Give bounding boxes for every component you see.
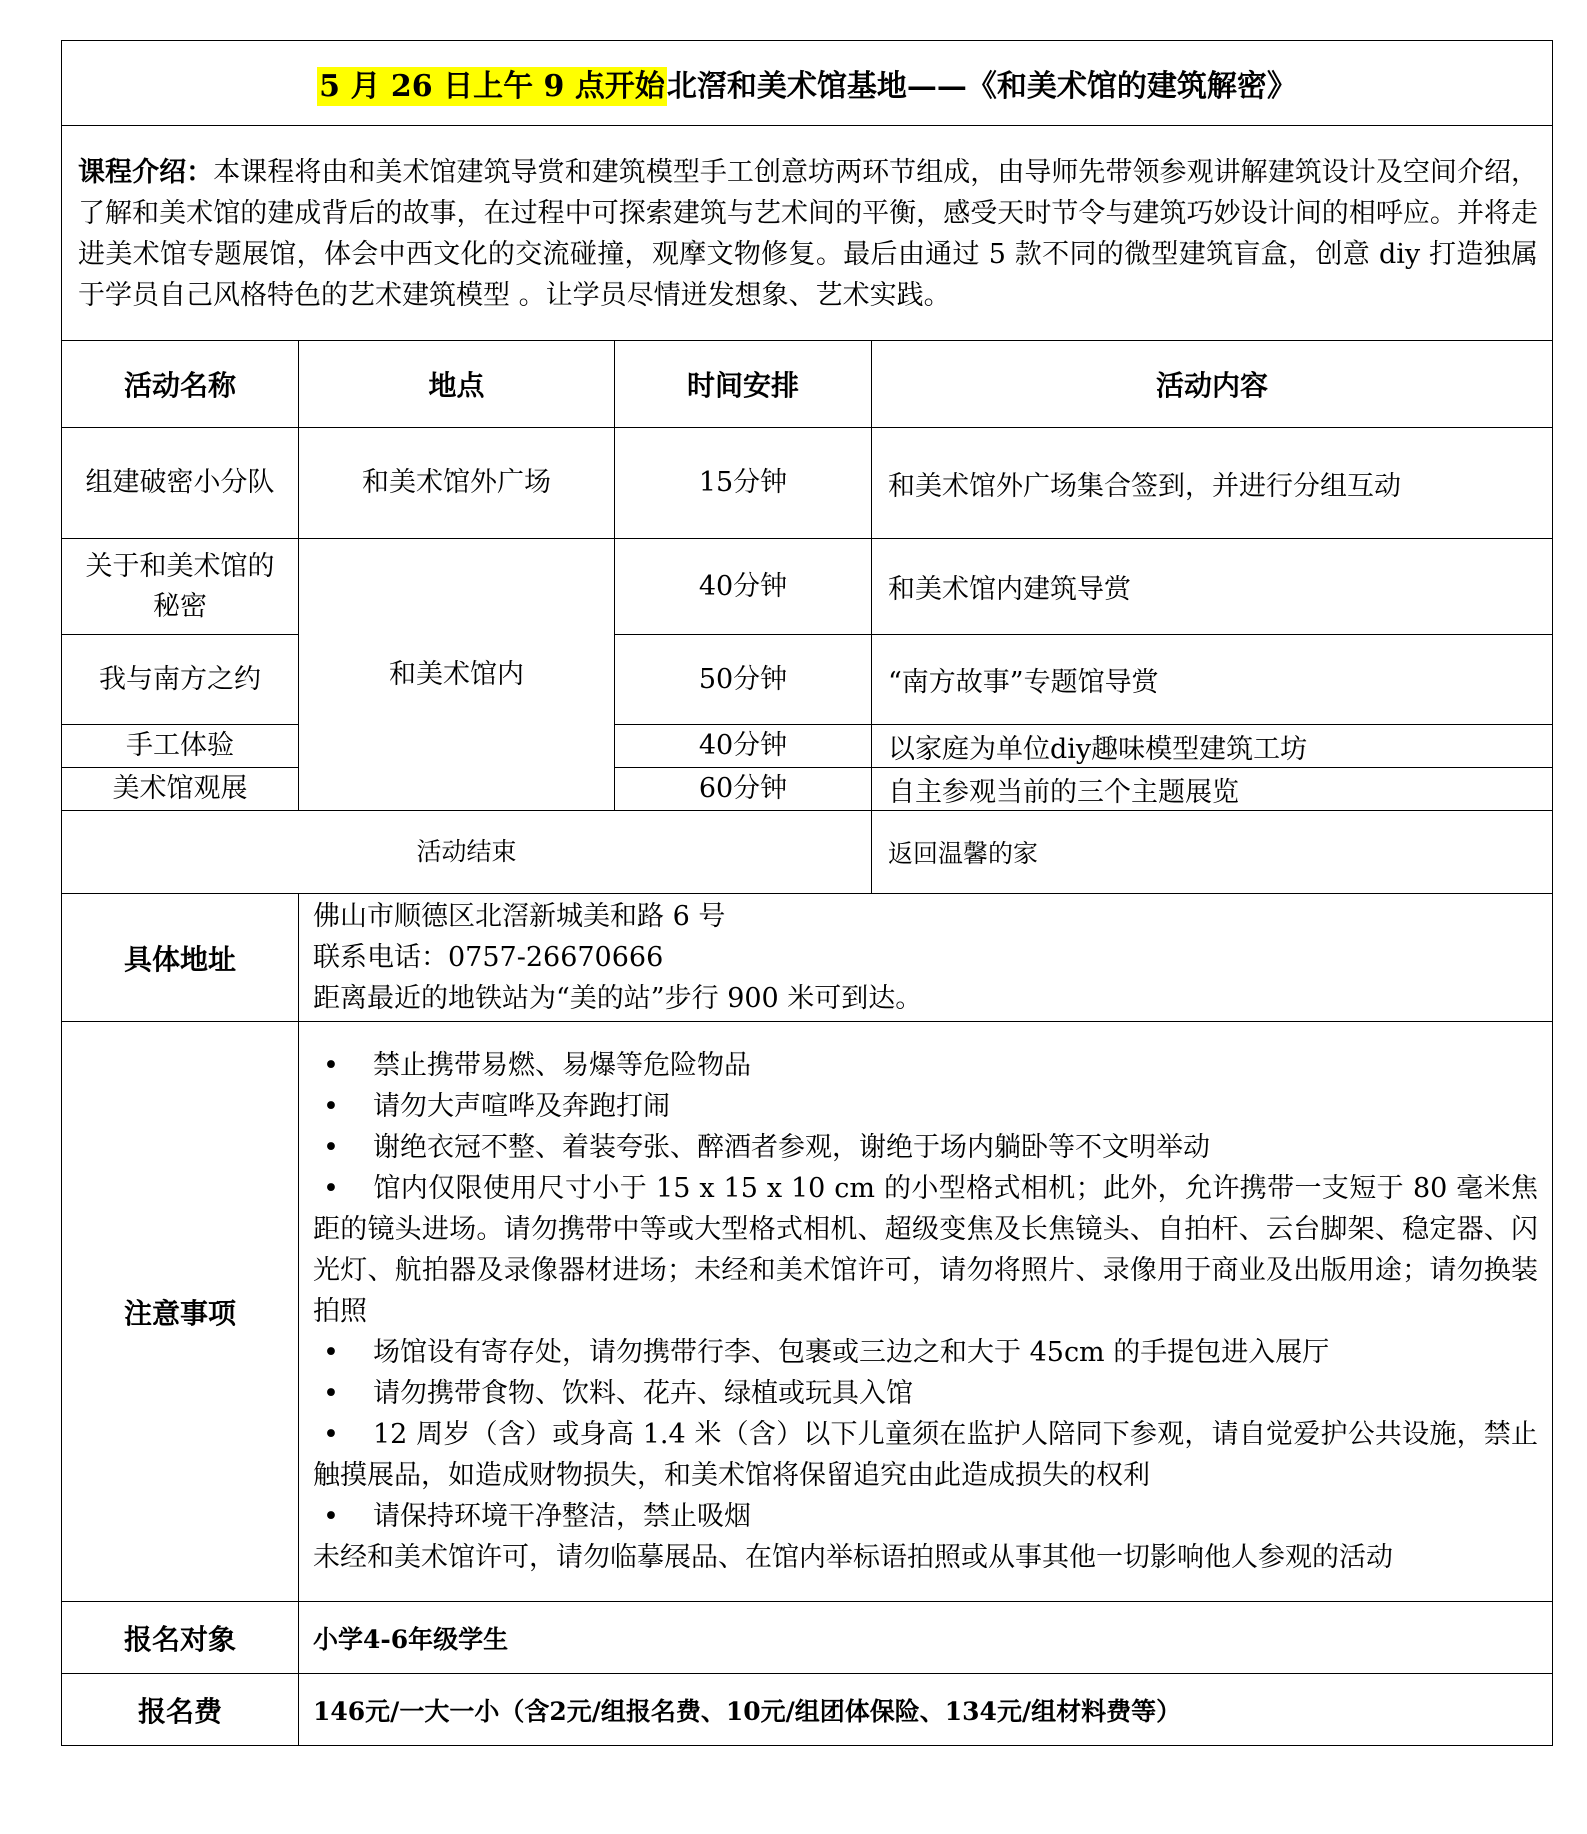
end-row xyxy=(62,811,1553,894)
target-label: 报名对象 xyxy=(62,1602,299,1674)
activity-time: 15分钟 xyxy=(615,428,872,539)
list-item: • 请勿大声喧哗及奔跑打闹 xyxy=(313,1086,1538,1127)
list-item: • 12 周岁（含）或身高 1.4 米（含）以下儿童须在监护人陪同下参观，请自觉爱护公共设施，禁止触摸展品，如造成财物损失，和美术馆将保留追究由此造成损失的权利 xyxy=(313,1414,1538,1496)
list-item: • 请勿携带食物、饮料、花卉、绿植或玩具入馆 xyxy=(313,1373,1538,1414)
fee-label: 报名费 xyxy=(62,1674,299,1746)
activity-content: “南方故事”专题馆导赏 xyxy=(872,635,1553,725)
bullet-dot: • xyxy=(323,1173,339,1204)
list-item: • 禁止携带易燃、易爆等危险物品 xyxy=(313,1045,1538,1086)
activity-name: 组建破密小分队 xyxy=(62,428,299,539)
activity-time: 50分钟 xyxy=(615,635,872,725)
header-place: 地点 xyxy=(299,341,615,428)
table-row xyxy=(62,725,1553,768)
bullet-dot: • xyxy=(323,1378,339,1409)
address-row xyxy=(62,894,1553,1022)
address-label: 具体地址 xyxy=(62,894,299,1022)
activity-name: 美术馆观展 xyxy=(62,768,299,811)
target-value: 小学4-6年级学生 xyxy=(299,1602,1553,1674)
bullet-dot: • xyxy=(323,1501,339,1532)
notes-cell xyxy=(299,1022,1553,1602)
intro-label: 课程介绍： xyxy=(78,157,214,188)
bullet-dot: • xyxy=(323,1419,339,1450)
activity-table xyxy=(61,40,1553,1746)
table-row xyxy=(62,768,1553,811)
phone-line: 联系电话：0757-26670666 xyxy=(313,942,664,973)
metro-line: 距离最近的地铁站为“美的站”步行 900 米可到达。 xyxy=(313,983,923,1014)
list-item: • 谢绝衣冠不整、着装夸张、醉酒者参观，谢绝于场内躺卧等不文明举动 xyxy=(313,1127,1538,1168)
end-left: 活动结束 xyxy=(62,811,872,894)
table-row xyxy=(62,428,1553,539)
header-content: 活动内容 xyxy=(872,341,1553,428)
table-row xyxy=(62,635,1553,725)
activity-name: 关于和美术馆的秘密 xyxy=(62,539,299,635)
end-right: 返回温馨的家 xyxy=(872,811,1553,894)
activity-content: 以家庭为单位diy趣味模型建筑工坊 xyxy=(872,725,1553,768)
target-row xyxy=(62,1602,1553,1674)
page-title xyxy=(62,41,1553,126)
notes-tail: 未经和美术馆许可，请勿临摹展品、在馆内举标语拍照或从事其他一切影响他人参观的活动 xyxy=(313,1542,1393,1573)
title-rest: 北滘和美术馆基地——《和美术馆的建筑解密》 xyxy=(666,69,1297,104)
list-item: • 馆内仅限使用尺寸小于 15 x 15 x 10 cm 的小型格式相机；此外，允许携带一支短于 80 毫米焦距的镜头进场。请勿携带中等或大型格式相机、超级变焦及长焦镜头、自拍杆、云台脚架、稳定器、闪光灯、航拍器及录像器材进场；未经和美术馆许可，请勿将照片、录像用于商业及出版用途；请勿换装拍照 xyxy=(313,1168,1538,1332)
header-row xyxy=(62,341,1553,428)
activity-place-merged: 和美术馆内 xyxy=(299,539,615,811)
address-cell xyxy=(299,894,1553,1022)
activity-content: 和美术馆外广场集合签到，并进行分组互动 xyxy=(872,428,1553,539)
address-line: 佛山市顺德区北滘新城美和路 6 号 xyxy=(313,901,726,932)
activity-time: 60分钟 xyxy=(615,768,872,811)
fee-value: 146元/一大一小（含2元/组报名费、10元/组团体保险、134元/组材料费等） xyxy=(299,1674,1553,1746)
header-time: 时间安排 xyxy=(615,341,872,428)
bullet-dot: • xyxy=(323,1050,339,1081)
notes-row xyxy=(62,1022,1553,1602)
list-item: • 场馆设有寄存处，请勿携带行李、包裹或三边之和大于 45cm 的手提包进入展厅 xyxy=(313,1332,1538,1373)
fee-row xyxy=(62,1674,1553,1746)
title-row xyxy=(62,41,1553,126)
activity-content: 和美术馆内建筑导赏 xyxy=(872,539,1553,635)
activity-place: 和美术馆外广场 xyxy=(299,428,615,539)
activity-name: 我与南方之约 xyxy=(62,635,299,725)
header-name: 活动名称 xyxy=(62,341,299,428)
activity-name: 手工体验 xyxy=(62,725,299,768)
activity-content: 自主参观当前的三个主题展览 xyxy=(872,768,1553,811)
bullet-dot: • xyxy=(323,1132,339,1163)
bullet-dot: • xyxy=(323,1337,339,1368)
table-row xyxy=(62,539,1553,635)
title-highlight: 5 月 26 日上午 9 点开始 xyxy=(319,69,665,104)
bullet-dot: • xyxy=(323,1091,339,1122)
course-intro xyxy=(62,126,1553,341)
activity-time: 40分钟 xyxy=(615,725,872,768)
activity-time: 40分钟 xyxy=(615,539,872,635)
intro-row xyxy=(62,126,1553,341)
list-item: • 请保持环境干净整洁，禁止吸烟 xyxy=(313,1496,1538,1537)
intro-text: 本课程将由和美术馆建筑导赏和建筑模型手工创意坊两环节组成，由导师先带领参观讲解建筑设计及空间介绍，了解和美术馆的建成背后的故事，在过程中可探索建筑与艺术间的平衡，感受天时节令与建筑巧妙设计间的相呼应。并将走进美术馆专题展馆，体会中西文化的交流碰撞，观摩文物修复。最后由通过 5 款不同的微型建筑盲盒，创意 diy 打造独属于学员自己风格特色的艺术建筑模型 。让学员尽情迸发想象、艺术实践。 xyxy=(78,157,1539,311)
notes-label: 注意事项 xyxy=(62,1022,299,1602)
